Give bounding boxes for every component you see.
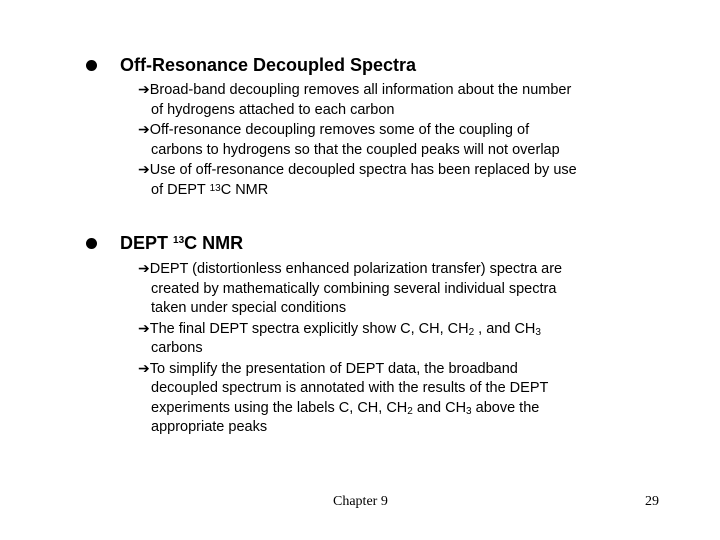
point: ➔Broad-band decoupling removes all information about the number of hydrogens attached to each carbon xyxy=(138,81,572,118)
arrow-icon: ➔ xyxy=(138,161,150,177)
point: ➔To simplify the presentation of DEPT data, the broadband decoupled spectrum is annotated with the results of the DEPT experiments using the labels C, CH, $CH_2$ and $CH_3$ above the appropriate peaks xyxy=(138,359,549,435)
footer-chapter: Chapter 9 xyxy=(333,494,388,509)
point: ➔DEPT (distortionless enhanced polarization transfer) spectra are created by mathematically combining several individual spectra taken under special conditions xyxy=(138,260,563,316)
page-number: 29 xyxy=(645,494,659,509)
section2-points xyxy=(138,259,678,438)
section-title: Off-Resonance Decoupled Spectra xyxy=(120,55,417,75)
arrow-icon: ➔ xyxy=(138,359,150,376)
point: ➔Off-resonance decoupling removes some of the coupling of carbons to hydrogens so that the coupled peaks will not overlap xyxy=(138,121,560,158)
arrow-icon: ➔ xyxy=(138,81,150,97)
bullet-dot-icon xyxy=(86,238,97,249)
point: ➔The final DEPT spectra explicitly show C, CH, $CH_2$ , and $CH_3$ carbons xyxy=(138,319,541,356)
bullet-dot-icon xyxy=(86,60,97,71)
section-title: DEPT $^{13}$C NMR xyxy=(120,233,244,253)
point: ➔Use of off-resonance decoupled spectra has been replaced by use of DEPT $^{13}$C NMR xyxy=(138,161,577,198)
section1-points xyxy=(138,80,678,200)
arrow-icon: ➔ xyxy=(138,260,150,276)
arrow-icon: ➔ xyxy=(138,121,150,137)
arrow-icon: ➔ xyxy=(138,319,150,336)
